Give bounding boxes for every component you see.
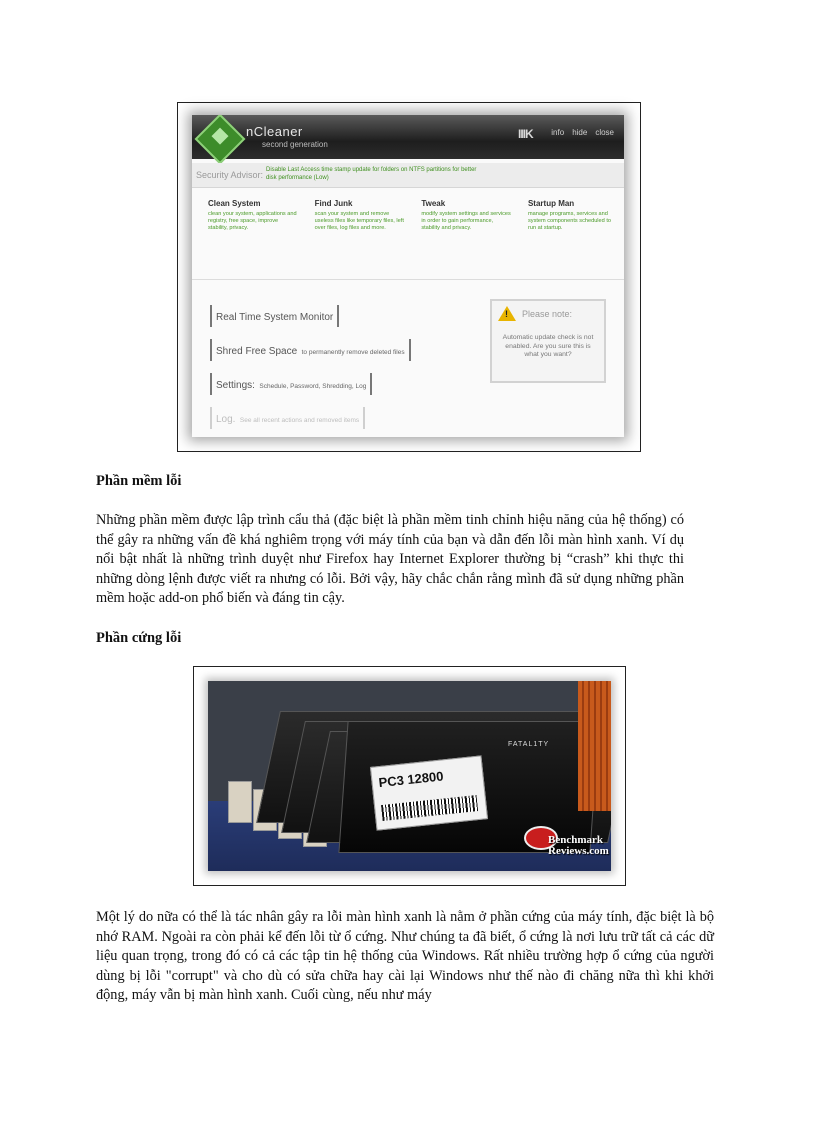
tools-list <box>210 305 411 437</box>
brand-mark: IIIK <box>518 127 533 141</box>
tool-row <box>210 305 411 339</box>
tool-log <box>210 407 365 429</box>
feature-title: Clean System <box>208 199 261 208</box>
watermark-line2: Reviews.com <box>548 845 609 857</box>
security-advisor-label: Security Advisor: <box>196 170 264 180</box>
watermark-line1: Benchmark <box>548 834 603 846</box>
ram-label <box>370 755 488 830</box>
note-title: Please note: <box>522 309 573 319</box>
photo-watermark <box>548 835 609 857</box>
heading-hardware-errors: Phần cứng lỗi <box>96 630 182 646</box>
tool-shred-free-space <box>210 339 411 361</box>
ram-photo <box>208 681 611 871</box>
heading-software-errors: Phần mềm lỗi <box>96 473 182 489</box>
tool-main: Real Time System Monitor <box>216 312 334 323</box>
ncleaner-window <box>192 115 624 437</box>
app-subtitle: second generation <box>262 140 328 149</box>
ram-photo-figure <box>193 666 626 886</box>
feature-columns <box>208 199 618 232</box>
tool-row <box>210 407 411 437</box>
tool-sub: See all recent actions and removed items <box>239 417 360 424</box>
tool-main: Settings: <box>216 380 255 391</box>
feature-desc: modify system settings and services in order to gain performance, stability and privacy. <box>421 211 511 231</box>
tool-main: Log. <box>216 414 236 425</box>
ncleaner-screenshot <box>177 102 641 452</box>
menu-hide: hide <box>572 128 588 137</box>
tool-main: Shred Free Space <box>216 346 298 357</box>
security-advisor-bar <box>192 163 624 188</box>
tool-realtime-monitor <box>210 305 339 327</box>
tool-sub: Schedule, Password, Shredding, Log <box>259 383 367 390</box>
app-title: nCleaner <box>246 124 303 139</box>
feature-desc: manage programs, services and system components scheduled to run at startup. <box>527 211 611 231</box>
tool-row <box>210 373 411 407</box>
divider <box>192 279 624 280</box>
feature-desc: clean your system, applications and registry, free space, improve stability, privacy. <box>208 211 297 231</box>
paragraph-software-errors: Những phần mềm được lập trình cẩu thả (đặc biệt là phần mềm tinh chỉnh hiệu năng của hệ thống) có thể gây ra những vấn đề khá nghiêm trọng với máy tính của bạn và dẫn đến lỗi màn hình xanh. Ví dụ nổi bật nhất là những trình duyệt như Firefox hay Internet Explorer thường bị “crash” khi thực thi những dòng lệnh được viết ra nhưng có lỗi. Bởi vậy, hãy chắc chắn rằng mình đã sử dụng những phần mềm hoặc add-on phổ biến và đáng tin cậy. <box>96 512 684 606</box>
tool-row <box>210 339 411 373</box>
feature-title: Tweak <box>421 199 446 208</box>
barcode <box>381 795 478 821</box>
ncleaner-logo-icon <box>195 115 246 164</box>
paragraph-hardware-errors: Một lý do nữa có thể là tác nhân gây ra lỗi màn hình xanh là nằm ở phần cứng của máy tính, đặc biệt là bộ nhớ RAM. Ngoài ra còn phải kể đến lỗi từ ổ cứng. Như chúng ta đã biết, ổ cứng là nơi lưu trữ tất cả các dữ liệu quan trọng, trong đó có cả các tập tin hệ thống của Windows. Rất nhiều trường hợp ổ cứng của người dùng bị lỗi "corrupt" và cho dù có sửa chữa hay cài lại Windows như thế nào đi chăng nữa thì khi khởi động, máy vẫn bị màn hình xanh. Cuối cùng, nếu như máy <box>96 909 714 1003</box>
security-advisor-text: Disable Last Access time stamp update for folders on NTFS partitions for better disk performance (Low) <box>266 167 477 181</box>
feature-find-junk <box>315 199 405 232</box>
feature-title: Startup Man <box>527 199 575 208</box>
warning-icon: ! <box>498 306 516 321</box>
top-menu <box>551 128 614 137</box>
feature-clean-system <box>208 199 298 232</box>
feature-title: Find Junk <box>314 199 353 208</box>
tool-sub: to permanently remove deleted files <box>301 349 405 356</box>
please-note-box <box>490 299 606 383</box>
menu-close: close <box>595 128 614 137</box>
ram-label-text: PC3 12800 <box>377 768 445 791</box>
ram-brand-text: FATAL1TY <box>508 741 550 748</box>
tool-settings <box>210 373 372 395</box>
menu-info: info <box>551 128 565 137</box>
app-titlebar <box>192 115 624 159</box>
note-body: Automatic update check is not enabled. Are you sure this is what you want? <box>502 334 594 358</box>
feature-startup-man <box>528 199 618 232</box>
feature-tweak <box>421 199 511 232</box>
power-cable <box>578 681 611 811</box>
feature-desc: scan your system and remove useless files like temporary files, left over files, log files and more. <box>314 211 404 231</box>
